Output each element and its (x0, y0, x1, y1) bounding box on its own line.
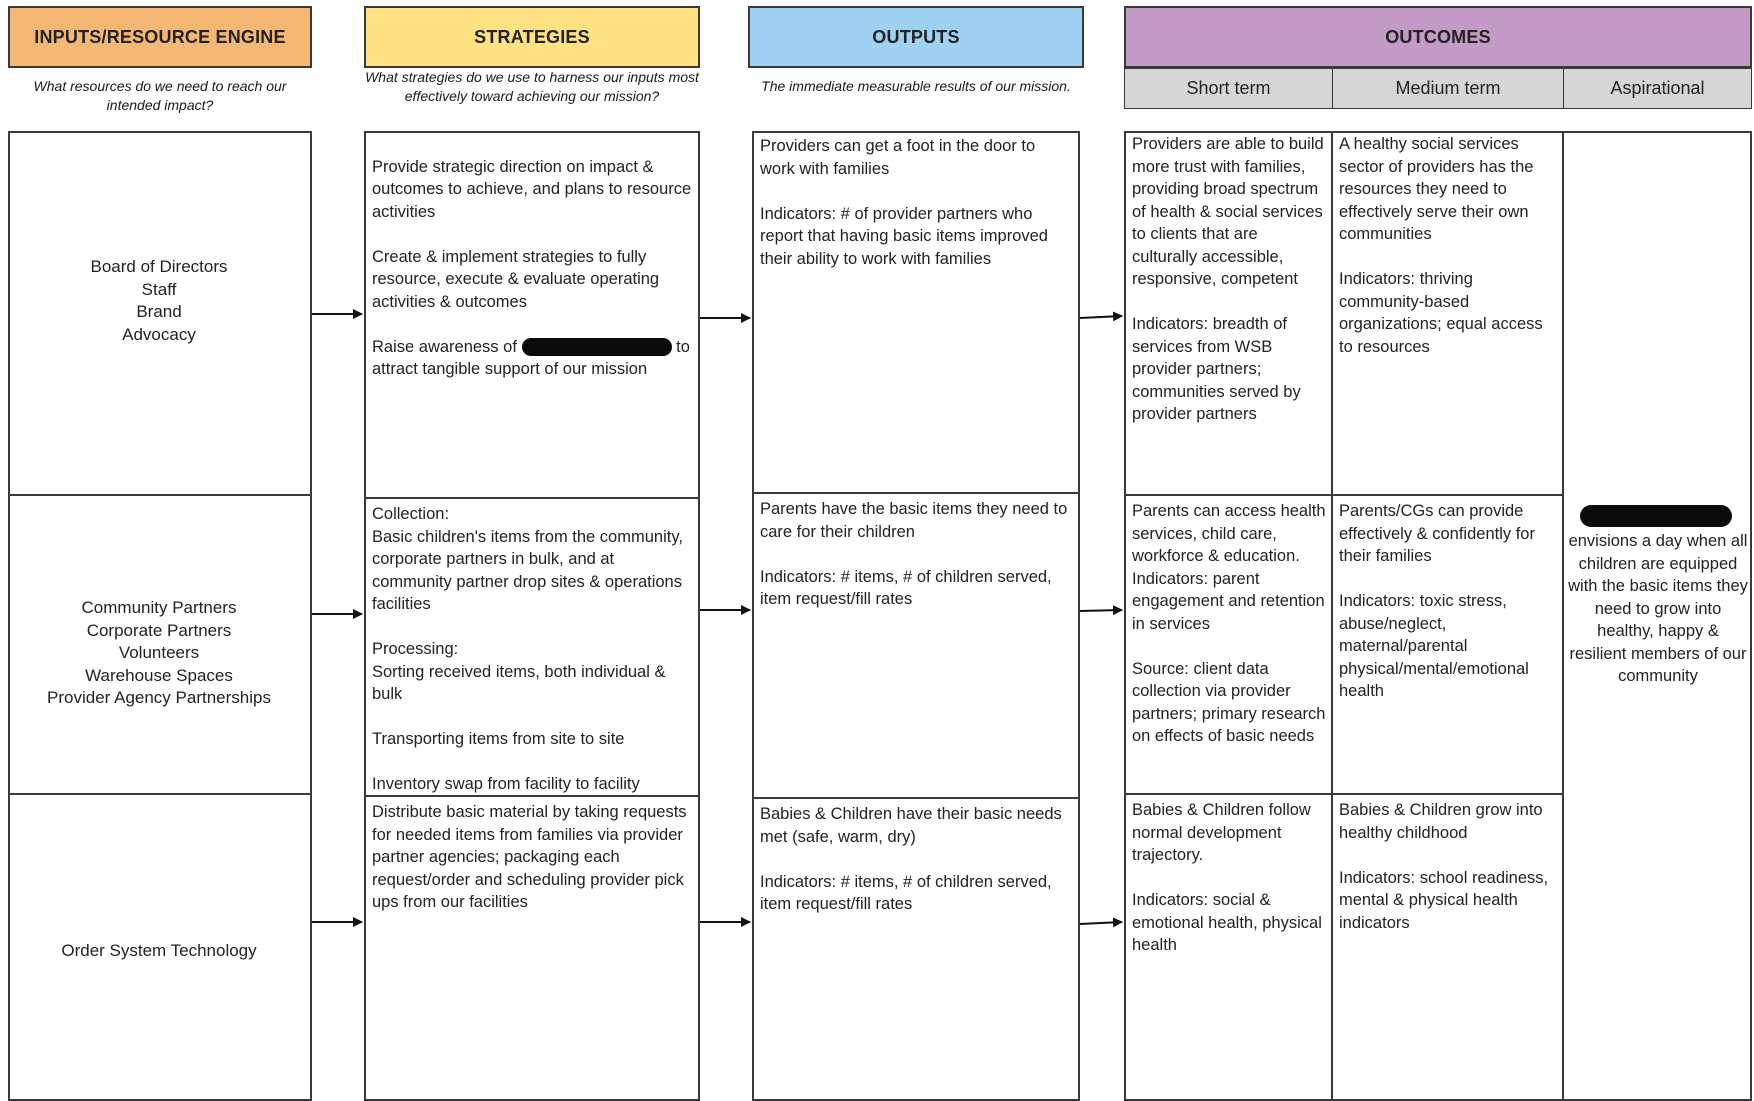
outputs-header-title: OUTPUTS (872, 26, 960, 47)
inputs-subtitle: What resources do we need to reach our intended impact? (33, 78, 287, 113)
strategies-row-3: Distribute basic material by taking requests for needed items from families via provider partner agencies; packaging each request/order and scheduling provider pick ups from our facilities (372, 803, 687, 911)
inputs-row-2: Community Partners Corporate Partners Volunteers Warehouse Spaces Provider Agency Partnerships (47, 598, 271, 707)
strategies-subtitle: What strategies do we use to harness our inputs most effectively toward achieving our mission? (365, 69, 699, 104)
inputs-row-3: Order System Technology (61, 941, 257, 960)
outcomes-col-aspirational: Aspirational (1563, 68, 1752, 109)
outcomes-col-medium-term: Medium term (1332, 68, 1564, 109)
medium-term-row-1: A healthy social services sector of providers has the resources they need to effectively serve their own communities Indicators: thriving community-based organizations; equal access to resources (1339, 135, 1543, 356)
strategies-awareness-line2: attract tangible support of our mission (372, 360, 648, 378)
short-term-row-2: Parents can access health services, child care, workforce & education. Indicators: parent engagement and retention in services Source: client data collection via provider partners; primary research on effects of basic needs (1132, 502, 1326, 745)
inputs-header-title: INPUTS/RESOURCE ENGINE (34, 26, 286, 47)
medium-term-row-3: Babies & Children grow into healthy childhood Indicators: school readiness, mental & physical health indicators (1339, 801, 1549, 932)
arrow-outputs-outcomes-3 (1080, 922, 1122, 924)
outcomes-header-title: OUTCOMES (1385, 26, 1491, 47)
arrow-outputs-outcomes-1 (1080, 316, 1122, 318)
outputs-row-2: Parents have the basic items they need to care for their children Indicators: # items, # of children served, item request/fill rates (760, 500, 1068, 608)
strategies-header-title: STRATEGIES (474, 26, 590, 47)
short-term-row-3: Babies & Children follow normal development trajectory. Indicators: social & emotional health, physical health (1132, 801, 1322, 954)
outputs-row-3: Babies & Children have their basic needs met (safe, warm, dry) Indicators: # items, # of children served, item request/fill rates (760, 805, 1062, 913)
short-term-row-1: Providers are able to build more trust with families, providing broad spectrum of health & social services to clients that are culturally accessible, responsive, competent Indicators: breadth of services from WSB provider partners; communities served by provider partners (1132, 135, 1324, 423)
strategies-awareness-post: to (676, 337, 690, 356)
strategies-row-1-text: Provide strategic direction on impact & outcomes to achieve, and plans to resource activities Create & implement strategies to fully resource, execute & evaluate operating activities & outcomes (372, 157, 692, 311)
arrow-outputs-outcomes-2 (1080, 610, 1122, 611)
medium-term-row-2: Parents/CGs can provide effectively & confidently for their families Indicators: toxic stress, abuse/neglect, maternal/parental physical/mental/emotional health (1339, 502, 1535, 700)
strategies-row-2: Collection: Basic children's items from the community, corporate partners in bulk, and at community partner drop sites & operations facilities Processing: Sorting received items, both individual & bulk Transporting items from site to site Inventory swap from facility to facility (372, 505, 683, 793)
outputs-subtitle: The immediate measurable results of our mission. (761, 78, 1071, 94)
inputs-row-1: Board of Directors Staff Brand Advocacy (90, 257, 228, 344)
outcomes-col-short-term: Short term (1124, 68, 1333, 109)
strategies-awareness-pre: Raise awareness of (372, 337, 517, 356)
outputs-row-1: Providers can get a foot in the door to work with families Indicators: # of provider partners who report that having basic items improved their ability to work with families (760, 137, 1048, 268)
aspirational-text: envisions a day when all children are equipped with the basic items they need to grow into healthy, happy & resilient members of our community (1568, 532, 1748, 685)
